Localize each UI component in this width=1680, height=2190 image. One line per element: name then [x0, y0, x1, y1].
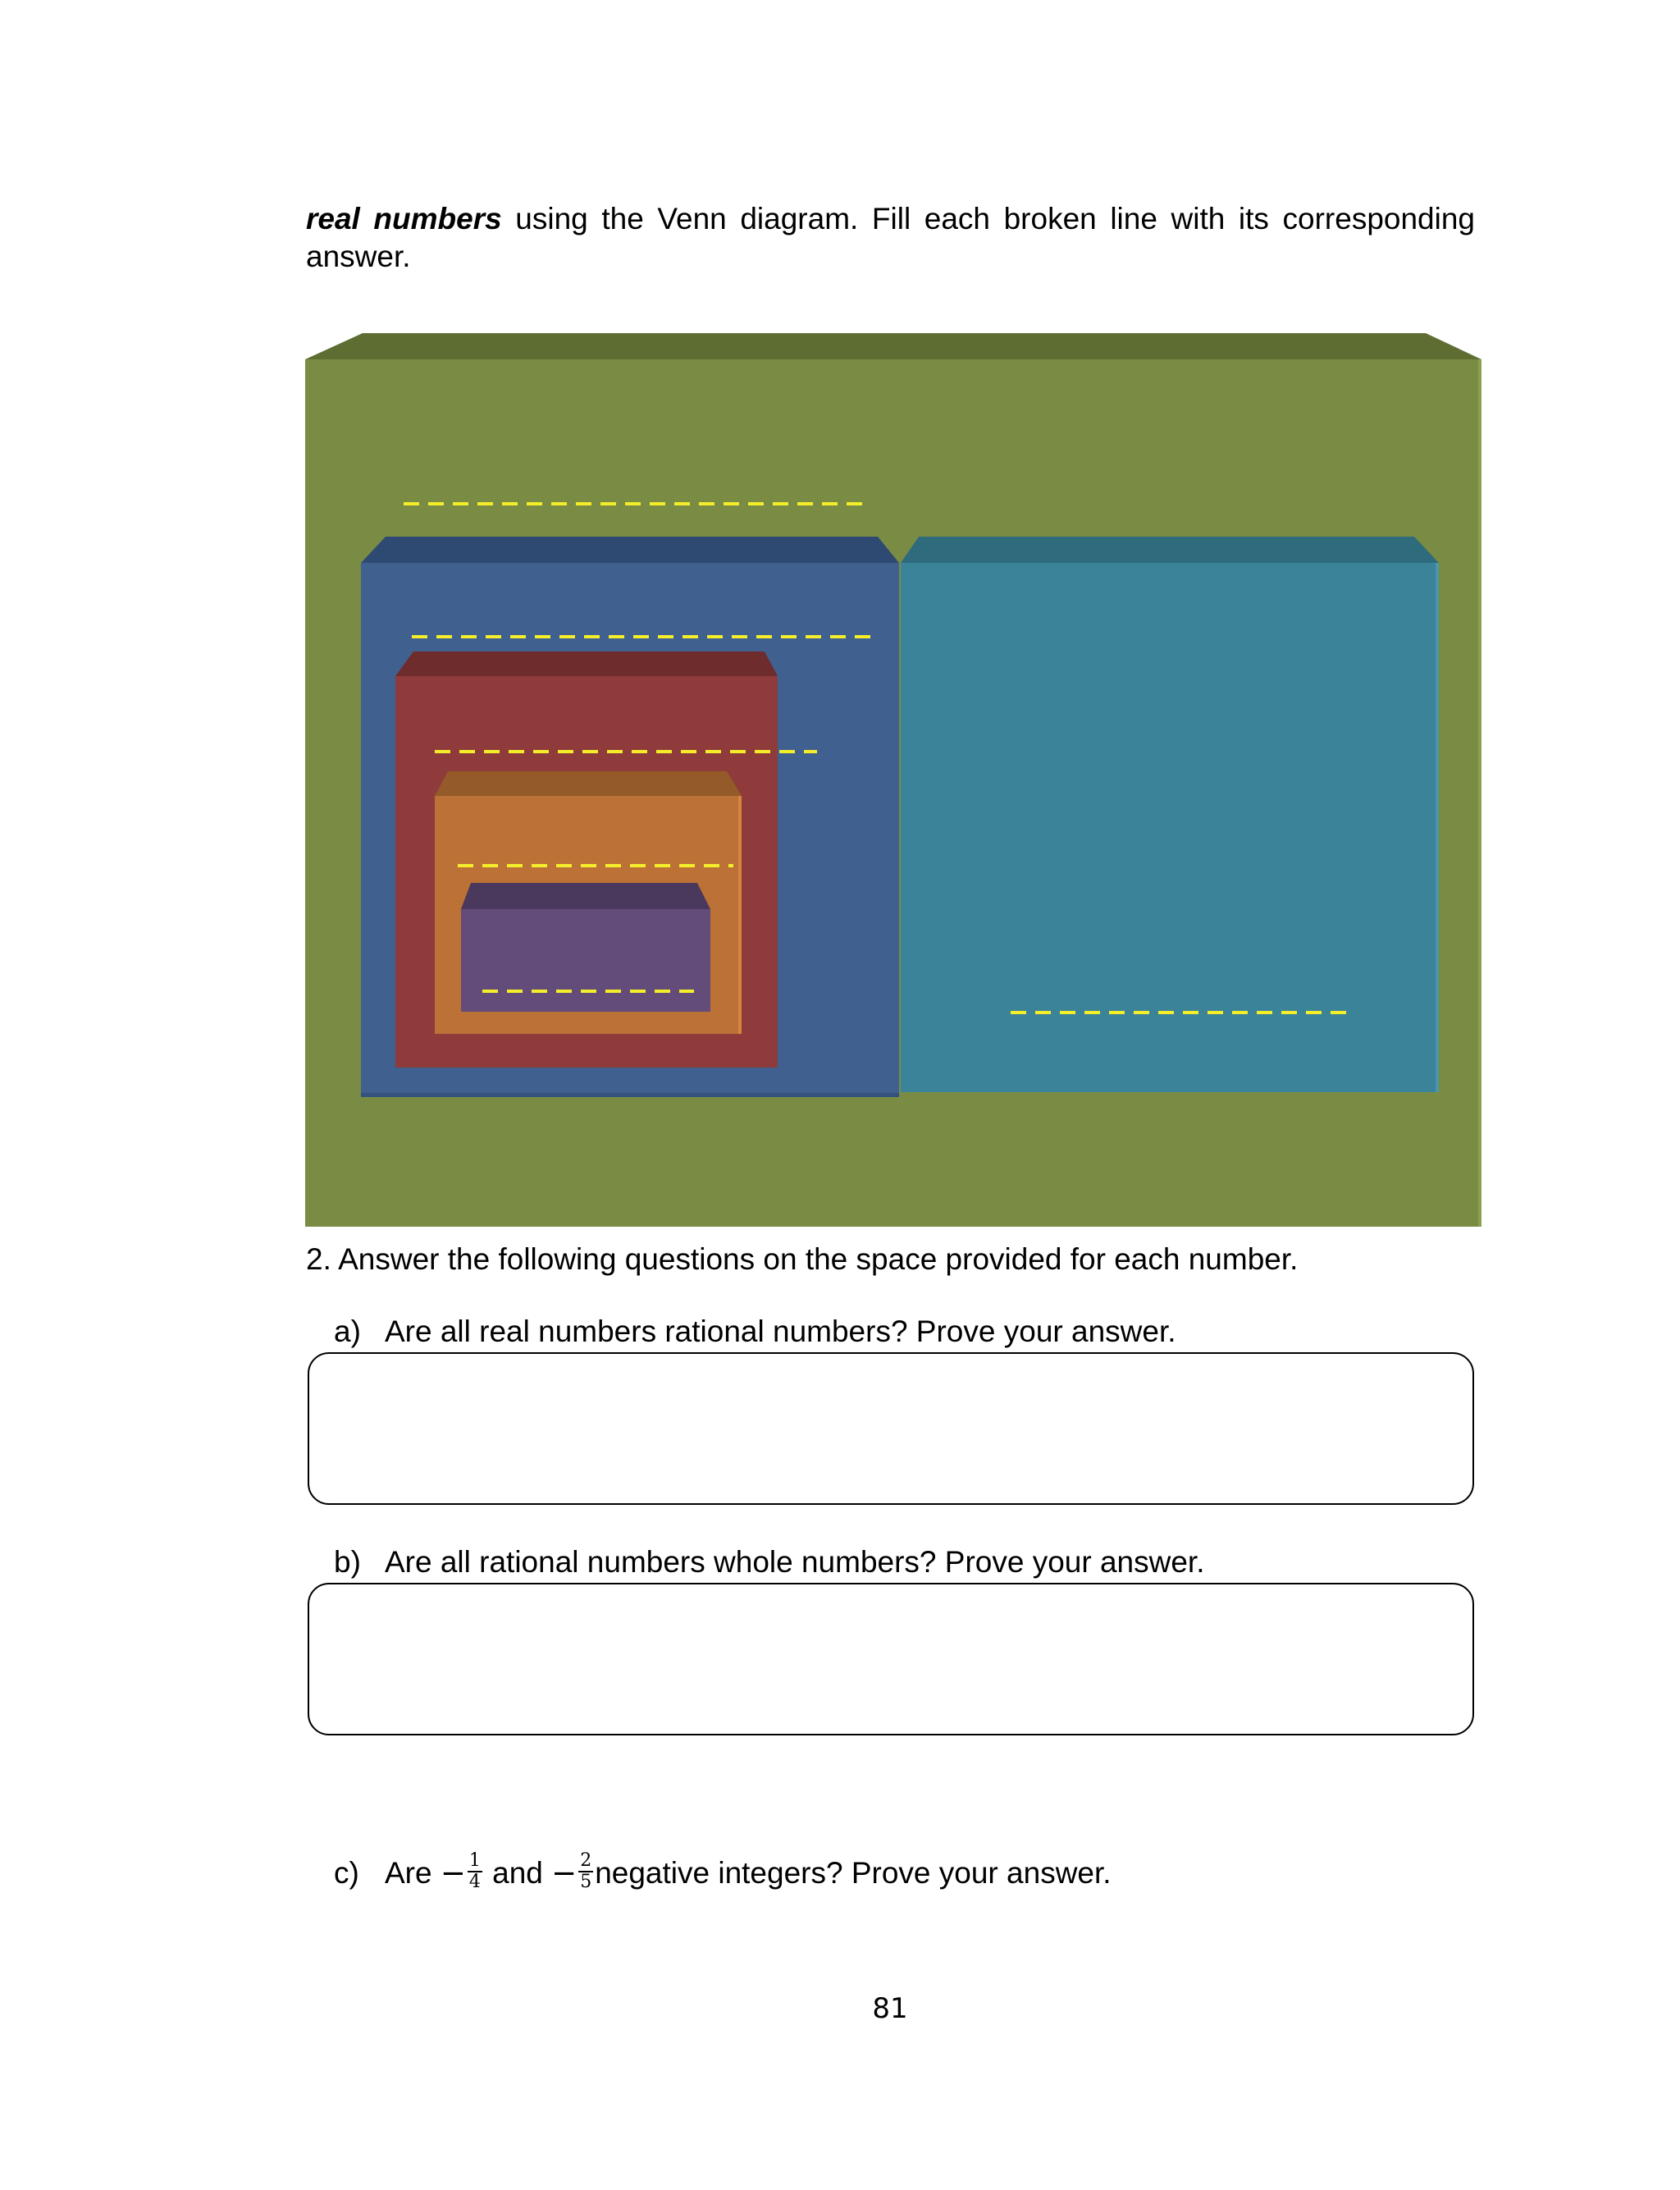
natural-top-face [461, 883, 710, 909]
question-c-letter: c) [334, 1856, 359, 1890]
real-numbers-top-face [305, 333, 1481, 359]
question-c-pre: Are [385, 1856, 432, 1890]
fraction-2 [578, 1851, 593, 1892]
question-c-mid: and [492, 1856, 543, 1890]
venn-diagram [305, 328, 1481, 1227]
fraction-2-denominator: 5 [580, 1872, 592, 1893]
answer-box-b[interactable] [308, 1583, 1474, 1735]
natural-face [461, 909, 710, 1012]
fraction-2-sign: − [551, 1855, 578, 1891]
rational-top-face [361, 537, 899, 563]
question-c-post: negative integers? Prove your answer. [595, 1856, 1112, 1890]
fraction-1-denominator: 4 [468, 1872, 481, 1893]
fraction-1 [468, 1851, 482, 1892]
instruction-text [306, 200, 1475, 276]
whole-top-face [435, 771, 742, 796]
question-a-letter: a) [334, 1314, 361, 1348]
irrational-numbers-set [901, 537, 1439, 1092]
irrational-top-face [901, 537, 1439, 563]
instruction-rest: using the Venn diagram. Fill each broken line with its corresponding answer. [306, 202, 1476, 273]
question-a [334, 1313, 1176, 1351]
fraction-1-numerator: 1 [468, 1850, 481, 1872]
question-2-prompt: 2. Answer the following questions on the space provided for each number. [306, 1242, 1299, 1276]
page-number: 81 [872, 1992, 908, 2025]
answer-box-a[interactable] [308, 1352, 1474, 1505]
question-b-text: Are all rational numbers whole numbers? Prove your answer. [385, 1545, 1205, 1579]
question-b [334, 1543, 1205, 1581]
question-a-text: Are all real numbers rational numbers? Prove your answer. [385, 1314, 1176, 1348]
fraction-2-numerator: 2 [580, 1850, 592, 1872]
question-c [334, 1850, 1112, 1895]
question-b-letter: b) [334, 1545, 361, 1579]
integers-top-face [395, 652, 778, 676]
fraction-1-sign: − [440, 1855, 466, 1891]
real-numbers-term: real numbers [306, 202, 502, 235]
